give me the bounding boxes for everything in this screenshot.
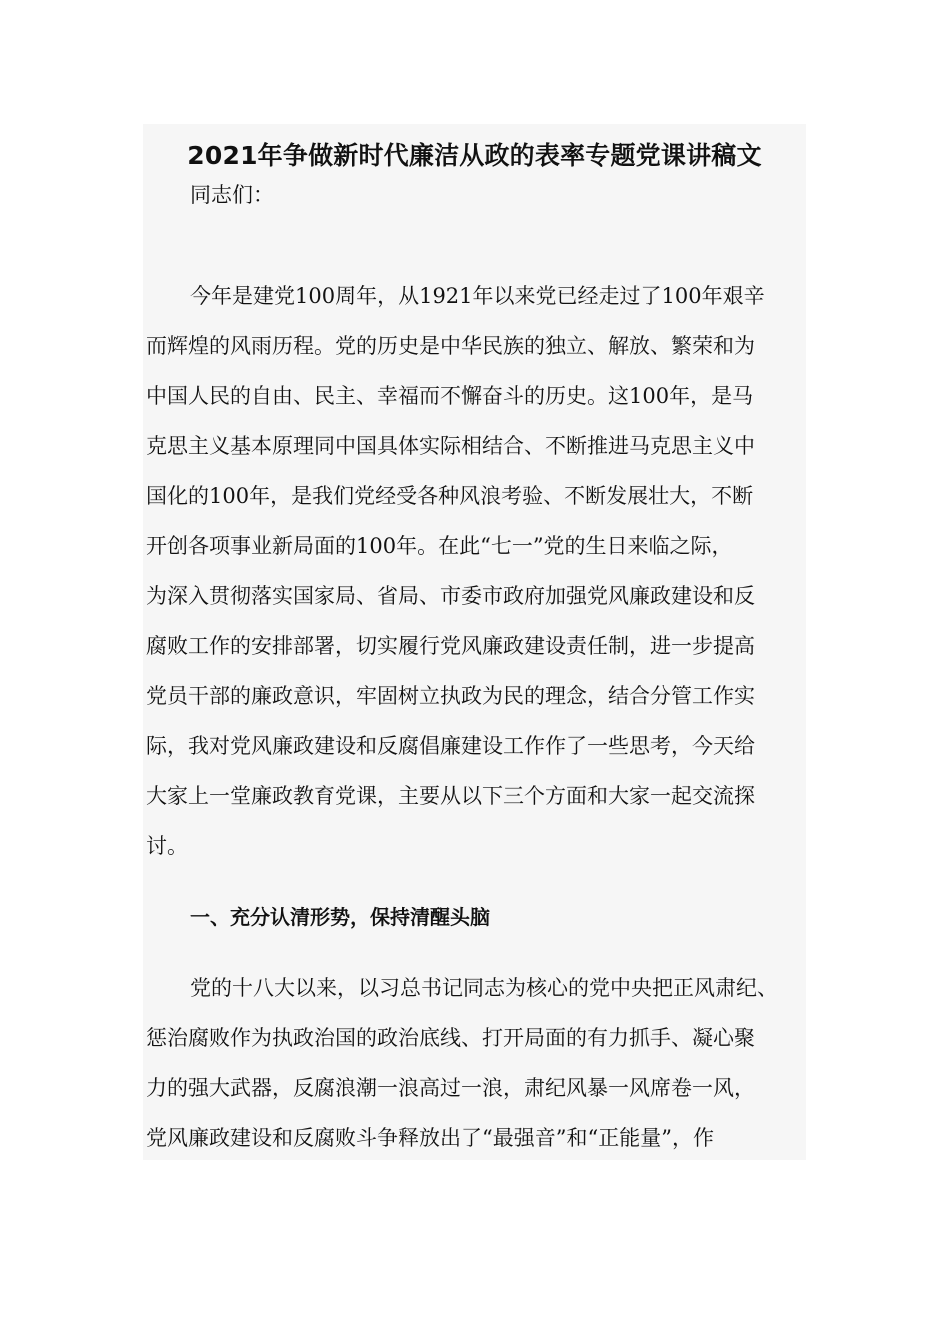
paragraph-line: 惩治腐败作为执政治国的政治底线、打开局面的有力抓手、凝心聚 — [146, 1026, 755, 1050]
paragraph-line: 际，我对党风廉政建设和反腐倡廉建设工作作了一些思考，今天给 — [146, 734, 755, 758]
paragraph-line: 腐败工作的安排部署，切实履行党风廉政建设责任制，进一步提高 — [146, 634, 755, 658]
paragraph-line: 克思主义基本原理同中国具体实际相结合、不断推进马克思主义中 — [146, 434, 755, 458]
paragraph-line: 党员干部的廉政意识，牢固树立执政为民的理念，结合分管工作实 — [146, 684, 755, 708]
paragraph-line: 中国人民的自由、民主、幸福而不懈奋斗的历史。这100年，是马 — [146, 384, 754, 408]
greeting: 同志们： — [190, 183, 274, 207]
paragraph-line: 力的强大武器，反腐浪潮一浪高过一浪，肃纪风暴一风席卷一风， — [146, 1076, 755, 1100]
paragraph-line: 开创各项事业新局面的100年。在此“七一”党的生日来临之际， — [146, 534, 733, 558]
section-heading: 一、充分认清形势，保持清醒头脑 — [190, 905, 490, 929]
paragraph-line: 党的十八大以来，以习总书记同志为核心的党中央把正风肃纪、 — [190, 976, 778, 1000]
paragraph-line: 讨。 — [146, 834, 188, 858]
document-title: 2021年争做新时代廉洁从政的表率专题党课讲稿文 — [187, 141, 762, 170]
paragraph-line: 今年是建党100周年，从1921年以来党已经走过了100年艰辛 — [190, 284, 765, 308]
paragraph-line: 党风廉政建设和反腐败斗争释放出了“最强音”和“正能量”，作 — [146, 1126, 714, 1150]
paragraph-line: 为深入贯彻落实国家局、省局、市委市政府加强党风廉政建设和反 — [146, 584, 755, 608]
paragraph-line: 而辉煌的风雨历程。党的历史是中华民族的独立、解放、繁荣和为 — [146, 334, 755, 358]
paragraph-line: 国化的100年，是我们党经受各种风浪考验、不断发展壮大，不断 — [146, 484, 754, 508]
paragraph-line: 大家上一堂廉政教育党课，主要从以下三个方面和大家一起交流探 — [146, 784, 755, 808]
